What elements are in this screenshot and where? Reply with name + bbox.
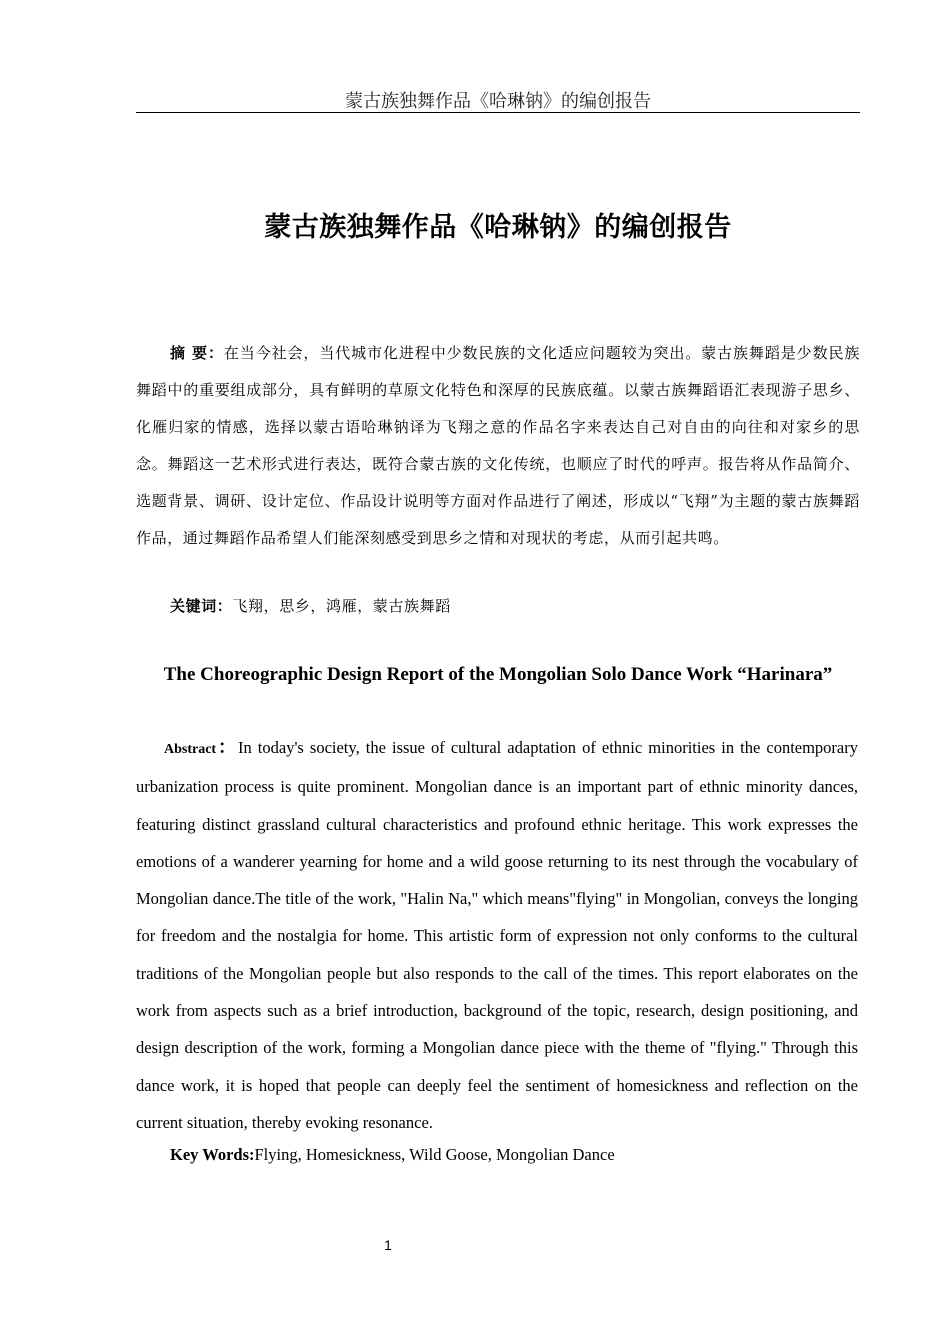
english-keywords [170, 1141, 615, 1169]
chinese-abstract-label: 摘 要： [170, 344, 224, 362]
english-keywords-label: Key Words: [170, 1145, 255, 1164]
english-abstract-colon: ： [216, 737, 238, 757]
english-abstract-label: Abstract [164, 742, 217, 757]
english-keywords-text: Flying, Homesickness, Wild Goose, Mongolian Dance [254, 1145, 615, 1164]
chinese-keywords-text: 飞翔，思乡，鸿雁，蒙古族舞蹈 [232, 597, 451, 615]
chinese-keywords-label: 关键词： [170, 597, 233, 615]
chinese-abstract [136, 335, 860, 557]
english-abstract [136, 729, 858, 1141]
page-number: 1 [384, 1237, 392, 1253]
running-header: 蒙古族独舞作品《哈琳钠》的编创报告 [345, 91, 651, 112]
english-title: The Choreographic Design Report of the Mongolian Solo Dance Work “Harinara” [163, 664, 833, 685]
header-divider [136, 112, 860, 113]
chinese-keywords [170, 590, 451, 622]
chinese-title: 蒙古族独舞作品《哈琳钠》的编创报告 [264, 212, 732, 243]
english-abstract-text: In today's society, the issue of cultural adaptation of ethnic minorities in the contemporary urbanization process is quite prominent. Mongolian dance is an important part of ethnic minority dances, featuring distinct grassland cultural characteristics and profound ethnic heritage. This work expresses the emotions of a wanderer yearning for home and a wild goose returning to its nest through the vocabulary of Mongolian dance.The title of the work, "Halin Na," which means"flying" in Mongolian, conveys the longing for freedom and the nostalgia for home. This artistic form of expression not only conforms to the cultural traditions of the Mongolian people but also responds to the call of the times. This report elaborates on the work from aspects such as a brief introduction, background of the topic, research, design positioning, and design description of the work, forming a Mongolian dance piece with the theme of "flying." Through this dance work, it is hoped that people can deeply feel the sentiment of homesickness and reflection on the current situation, thereby evoking resonance. [136, 738, 858, 1132]
chinese-abstract-text: 在当今社会，当代城市化进程中少数民族的文化适应问题较为突出。蒙古族舞蹈是少数民族舞蹈中的重要组成部分，具有鲜明的草原文化特色和深厚的民族底蕴。以蒙古族舞蹈语汇表现游子思乡、化雁归家的情感，选择以蒙古语哈琳钠译为飞翔之意的作品名字来表达自己对自由的向往和对家乡的思念。舞蹈这一艺术形式进行表达，既符合蒙古族的文化传统，也顺应了时代的呼声。报告将从作品简介、选题背景、调研、设计定位、作品设计说明等方面对作品进行了阐述，形成以“飞翔”为主题的蒙古族舞蹈作品，通过舞蹈作品希望人们能深刻感受到思乡之情和对现状的考虑，从而引起共鸣。 [136, 344, 860, 547]
